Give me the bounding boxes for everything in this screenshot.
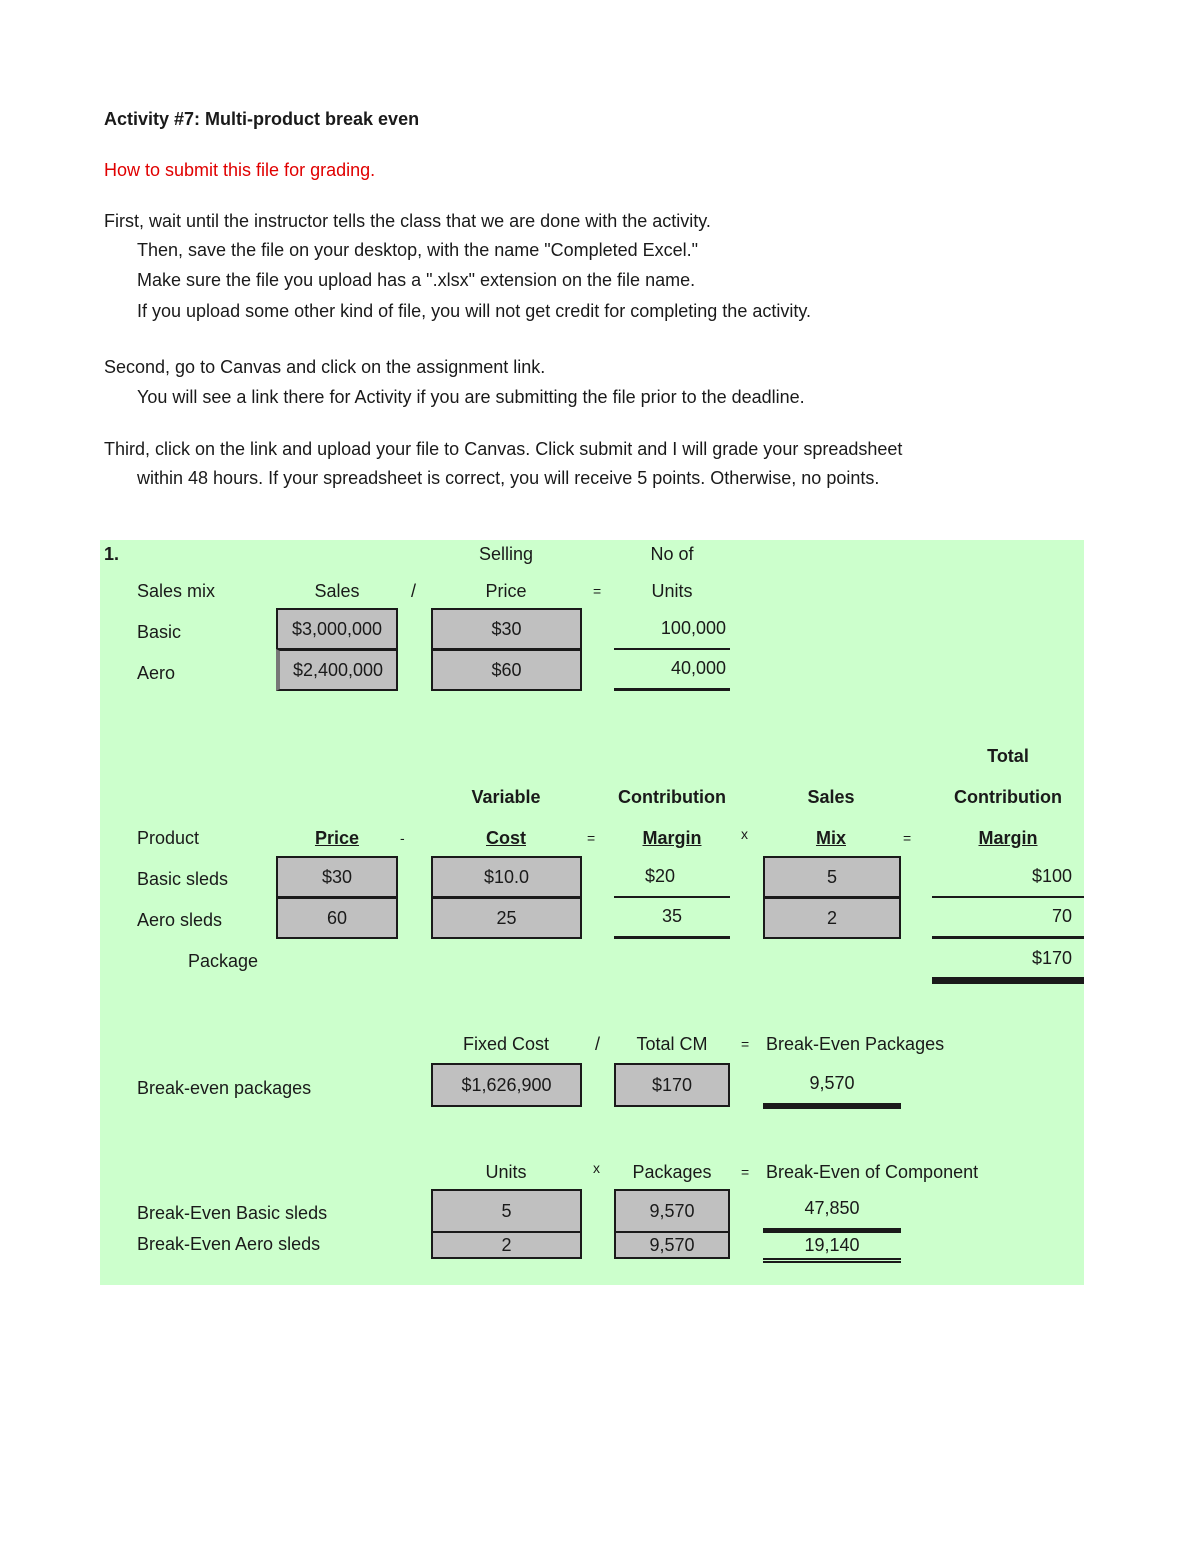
total-cm-cell[interactable]: $170: [614, 1063, 730, 1107]
component-result-basic-cell[interactable]: 47,850: [763, 1189, 901, 1233]
header-price-underlined: Price: [314, 828, 360, 848]
header-break-even-component: Break-Even of Component: [766, 1162, 979, 1182]
operator-times-2: x: [593, 1160, 600, 1176]
sales-basic-cell[interactable]: $3,000,000: [276, 608, 398, 650]
operator-minus: -: [400, 830, 405, 846]
instruction-first-2: Make sure the file you upload has a ".xlsx" extension on the file name.: [137, 270, 696, 290]
spreadsheet-area: [100, 540, 1084, 1285]
instruction-third-1: within 48 hours. If your spreadsheet is correct, you will receive 5 points. Otherwise, no points.: [137, 468, 880, 488]
component-packages-aero-cell[interactable]: 9,570: [614, 1231, 730, 1259]
activity-title: Activity #7: Multi-product break even: [104, 109, 420, 129]
package-total-cell[interactable]: $170: [932, 939, 1084, 984]
operator-equals-4: =: [741, 1036, 750, 1052]
header-break-even-packages: Break-Even Packages: [766, 1034, 945, 1054]
price-basic-cell[interactable]: $30: [431, 608, 582, 650]
units-basic-cell[interactable]: 100,000: [614, 608, 730, 650]
instruction-second-1: You will see a link there for Activity if you are submitting the file prior to the deadline.: [137, 387, 805, 407]
break-even-packages-label: Break-even packages: [137, 1078, 312, 1098]
operator-equals-2: =: [587, 830, 596, 846]
header-margin-total: Margin: [978, 828, 1038, 848]
header-margin: Margin: [642, 828, 702, 848]
price-aero-cell[interactable]: $60: [431, 649, 582, 691]
row-label-be-aero: Break-Even Aero sleds: [137, 1234, 321, 1254]
problem-number: 1.: [104, 544, 120, 564]
units-aero-cell[interactable]: 40,000: [614, 649, 730, 691]
component-packages-basic-cell[interactable]: 9,570: [614, 1189, 730, 1233]
header-contribution-total: Contribution: [954, 787, 1062, 807]
operator-equals-3: =: [903, 830, 912, 846]
cm-mix-aero-cell[interactable]: 2: [763, 897, 901, 939]
header-selling: Selling: [478, 544, 534, 564]
instruction-second: Second, go to Canvas and click on the assignment link.: [104, 357, 546, 377]
header-units-2: Units: [485, 1162, 527, 1182]
header-units: Units: [651, 581, 693, 601]
package-label: Package: [188, 951, 259, 971]
header-variable: Variable: [471, 787, 541, 807]
header-total-cm: Total CM: [636, 1034, 708, 1054]
header-mix: Mix: [815, 828, 846, 848]
operator-equals-5: =: [741, 1164, 750, 1180]
cm-price-basic-cell[interactable]: $30: [276, 856, 398, 898]
cm-margin-basic-cell[interactable]: $20: [614, 856, 730, 898]
header-product: Product: [137, 828, 200, 848]
header-cost: Cost: [486, 828, 526, 848]
row-label-be-basic: Break-Even Basic sleds: [137, 1203, 328, 1223]
instruction-first-3: If you upload some other kind of file, you will not get credit for completing the activity.: [137, 301, 812, 321]
cm-cost-basic-cell[interactable]: $10.0: [431, 856, 582, 898]
component-units-aero-cell[interactable]: 2: [431, 1231, 582, 1259]
submit-heading: How to submit this file for grading.: [104, 160, 376, 180]
component-units-basic-cell[interactable]: 5: [431, 1189, 582, 1233]
cm-total-basic-cell[interactable]: $100: [932, 856, 1084, 898]
row-label-basic-sleds: Basic sleds: [137, 869, 229, 889]
cm-total-aero-cell[interactable]: 70: [932, 897, 1084, 939]
row-label-basic: Basic: [137, 622, 182, 642]
header-no-of: No of: [650, 544, 694, 564]
component-result-aero-cell[interactable]: 19,140: [763, 1233, 901, 1263]
header-fixed-cost: Fixed Cost: [462, 1034, 550, 1054]
sales-aero-cell[interactable]: $2,400,000: [276, 649, 398, 691]
instruction-first: First, wait until the instructor tells the class that we are done with the activity.: [104, 211, 711, 231]
instruction-first-1: Then, save the file on your desktop, with the name "Completed Excel.": [137, 240, 699, 260]
cm-cost-aero-cell[interactable]: 25: [431, 897, 582, 939]
instruction-third: Third, click on the link and upload your file to Canvas. Click submit and I will grade your spreadsheet: [104, 439, 903, 459]
break-even-packages-cell[interactable]: 9,570: [763, 1063, 901, 1109]
cm-mix-basic-cell[interactable]: 5: [763, 856, 901, 898]
fixed-cost-cell[interactable]: $1,626,900: [431, 1063, 582, 1107]
operator-divide-2: /: [595, 1034, 601, 1054]
operator-times: x: [741, 826, 748, 842]
row-label-aero: Aero: [137, 663, 176, 683]
header-sales: Sales: [314, 581, 360, 601]
row-label-aero-sleds: Aero sleds: [137, 910, 223, 930]
cm-margin-aero-cell[interactable]: 35: [614, 897, 730, 939]
operator-divide: /: [411, 581, 417, 601]
header-price: Price: [485, 581, 527, 601]
header-packages: Packages: [632, 1162, 712, 1182]
header-contribution: Contribution: [618, 787, 726, 807]
header-sales-mix: Sales: [807, 787, 855, 807]
header-total: Total: [987, 746, 1029, 766]
cm-price-aero-cell[interactable]: 60: [276, 897, 398, 939]
sales-mix-label: Sales mix: [137, 581, 216, 601]
operator-equals: =: [593, 583, 602, 599]
